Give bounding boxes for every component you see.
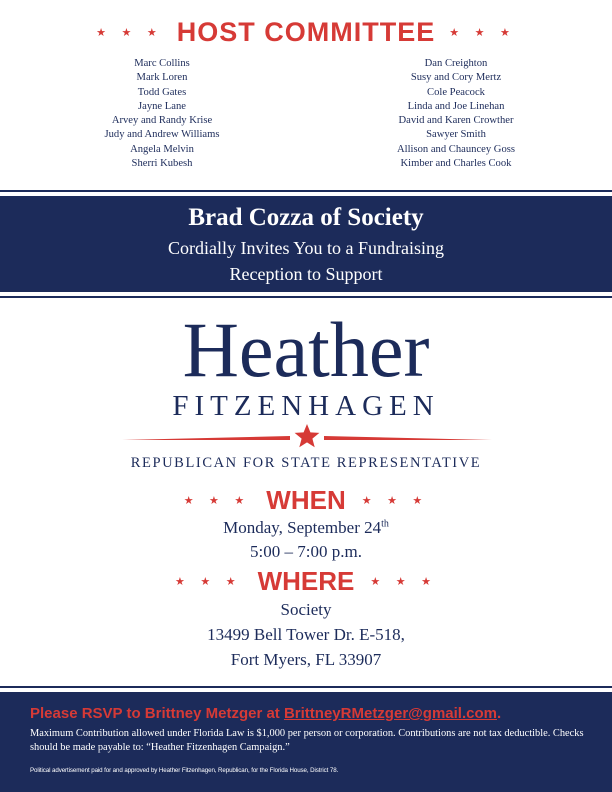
event-date-suffix: th [381, 518, 389, 530]
committee-member: Angela Melvin [130, 143, 194, 155]
star-decoration-left: ★ ★ ★ [175, 574, 242, 588]
committee-member: Arvey and Randy Krise [111, 115, 213, 127]
committee-member: Jayne Lane [138, 100, 186, 112]
invitation-band [0, 196, 612, 292]
committee-member: Todd Gates [137, 86, 187, 98]
committee-member: Allison and Chauncey Goss [397, 143, 515, 155]
committee-member: Susy and Cory Mertz [410, 72, 502, 84]
candidate-last-name: FITZENHAGEN [172, 390, 440, 422]
committee-list-right [356, 57, 556, 171]
event-time: 5:00 – 7:00 p.m. [250, 542, 362, 561]
rsvp-suffix: . [496, 705, 502, 722]
host-committee-heading: HOST COMMITTEE [176, 16, 436, 47]
star-decoration-right: ★ ★ ★ [449, 25, 516, 39]
star-decoration-left: ★ ★ ★ [96, 25, 163, 39]
when-header [0, 485, 612, 515]
divider-middle [0, 296, 612, 298]
star-divider-icon [122, 422, 492, 448]
divider-bottom [0, 686, 612, 688]
star-decoration-right: ★ ★ ★ [370, 574, 437, 588]
committee-member: Marc Collins [134, 58, 190, 69]
divider-top [0, 190, 612, 192]
event-street: 13499 Bell Tower Dr. E-518, [207, 625, 405, 644]
star-decoration-left: ★ ★ ★ [183, 493, 251, 507]
rsvp-email-link[interactable]: BrittneyRMetzger@gmail.com [283, 705, 497, 722]
event-city: Fort Myers, FL 33907 [230, 650, 382, 669]
invitation-line-1: Cordially Invites You to a Fundraising [167, 238, 444, 258]
committee-member: Sherri Kubesh [131, 158, 193, 170]
candidate-office: REPUBLICAN FOR STATE REPRESENTATIVE [130, 455, 482, 471]
political-ad-notice: Political advertisement paid for and approved by Heather Fitzenhagen, Republican, for the Florida House, District 78. [30, 767, 339, 774]
rsvp-prefix: Please RSVP to Brittney Metzger at [30, 705, 284, 722]
event-date-text: Monday, September 24 [223, 518, 382, 537]
rsvp-line [30, 705, 501, 722]
contribution-disclaimer: Maximum Contribution allowed under Florida Law is $1,000 per person or corporation. Contributions are not tax deductible. Checks should be made payable to: “Heather Fitzenhagen Campaign.” [30, 728, 584, 753]
committee-member: David and Karen Crowther [398, 115, 514, 127]
when-heading: WHEN [266, 484, 346, 515]
invitation-title: Brad Cozza of Society [188, 204, 424, 231]
committee-member: Cole Peacock [427, 86, 485, 98]
committee-member: Dan Creighton [424, 58, 488, 69]
event-date [0, 518, 612, 538]
committee-member: Mark Loren [136, 72, 188, 84]
committee-member: Judy and Andrew Williams [104, 129, 220, 141]
committee-member: Kimber and Charles Cook [400, 158, 512, 170]
footer-band [0, 692, 612, 792]
candidate-first-name: Heather [182, 306, 430, 393]
event-venue: Society [280, 600, 332, 619]
host-committee-header [0, 14, 612, 50]
where-heading: WHERE [257, 565, 355, 596]
committee-list-left [62, 57, 262, 171]
where-header [0, 566, 612, 596]
invitation-line-2: Reception to Support [229, 264, 383, 284]
committee-member: Linda and Joe Linehan [407, 100, 505, 112]
star-decoration-right: ★ ★ ★ [361, 493, 429, 507]
committee-member: Sawyer Smith [426, 129, 486, 141]
